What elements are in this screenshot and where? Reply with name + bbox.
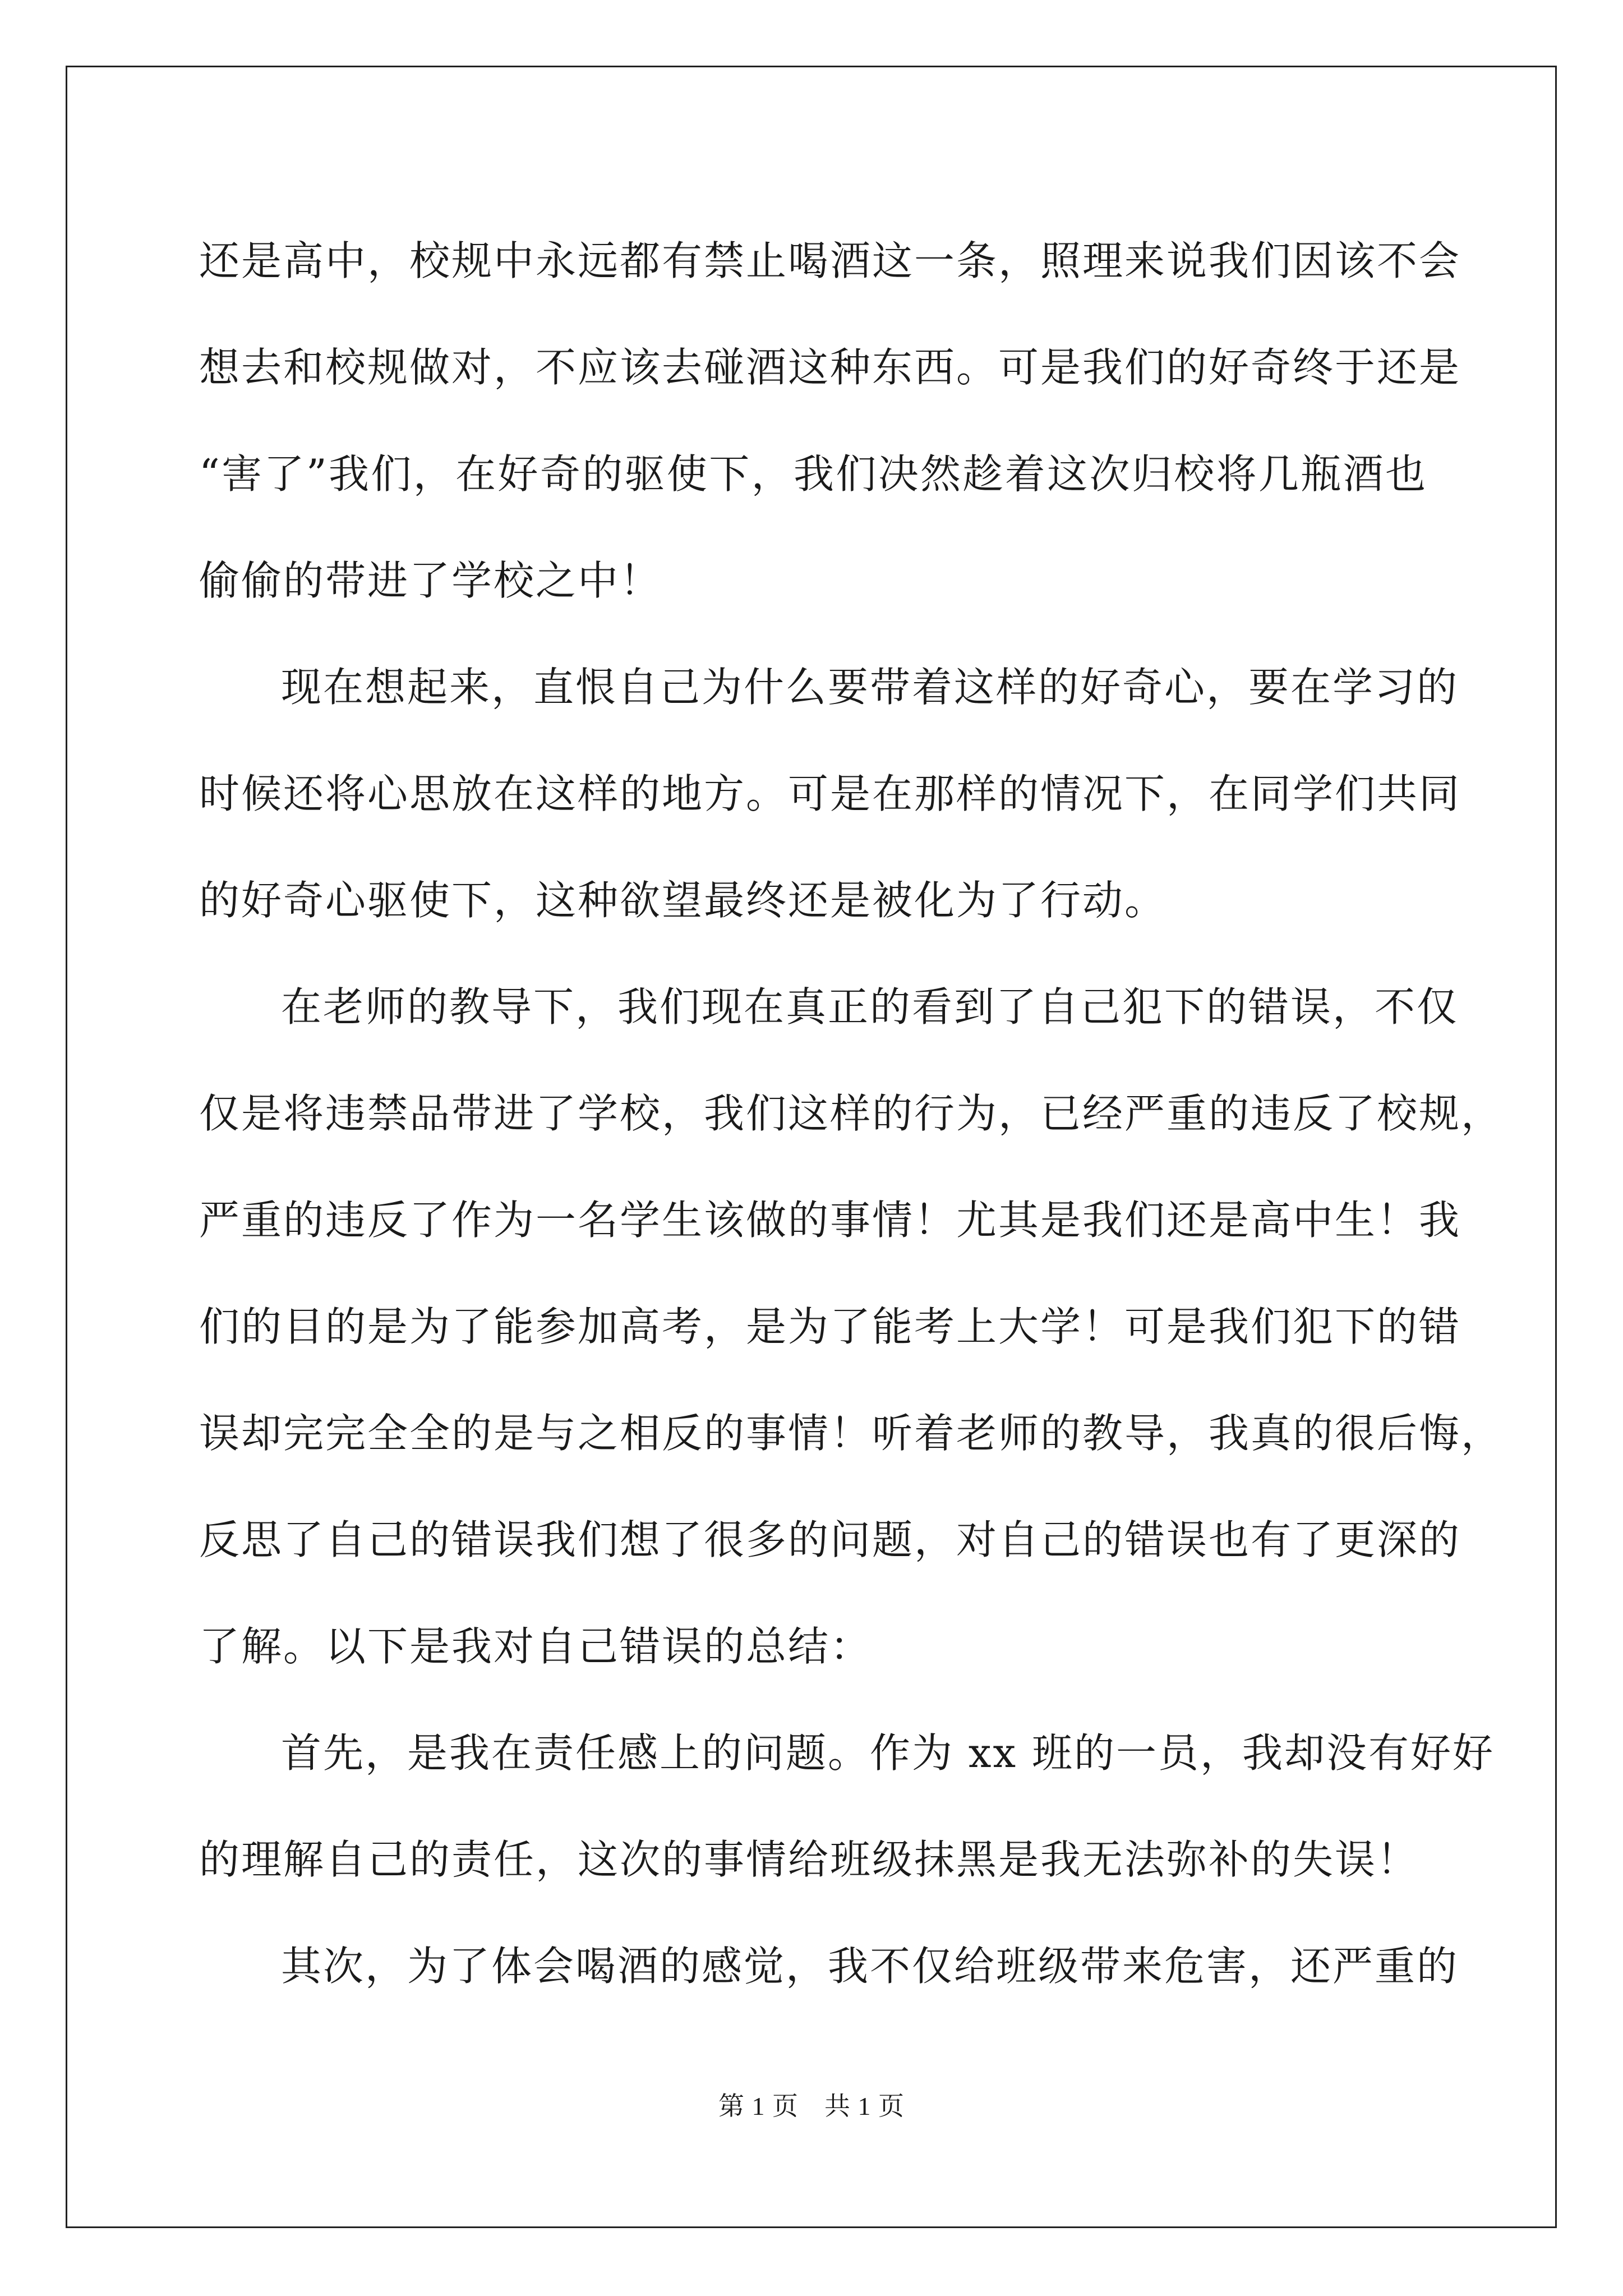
text-line: “害了”我们，在好奇的驱使下，我们决然趁着这次归校将几瓶酒也 [199,450,1427,498]
text-line: 偷偷的带进了学校之中！ [199,557,662,604]
text-line: 严重的违反了作为一名学生该做的事情！尤其是我们还是高中生！我 [199,1197,1461,1244]
text-line: 了解。以下是我对自己错误的总结： [199,1623,873,1670]
text-line: 反思了自己的错误我们想了很多的问题，对自己的错误也有了更深的 [199,1516,1461,1563]
page-total: 共 1 页 [824,2092,905,2120]
text-line: 时候还将心思放在这样的地方。可是在那样的情况下，在同学们共同 [199,770,1461,817]
paragraph-first-line: 其次，为了体会喝酒的感觉，我不仅给班级带来危害，还严重的 [281,1943,1459,1990]
document-body [199,208,1504,2019]
page-number: 第 1 页 [718,2092,799,2120]
text-line: 误却完完全全的是与之相反的事情！听着老师的教导，我真的很后悔， [199,1410,1504,1457]
text-line: 想去和校规做对，不应该去碰酒这种东西。可是我们的好奇终于还是 [199,344,1461,391]
paragraph-first-line: 现在想起来，直恨自己为什么要带着这样的好奇心，要在学习的 [281,664,1459,711]
paragraph-first-line: 首先，是我在责任感上的问题。作为 xx 班的一员，我却没有好好 [281,1729,1495,1777]
text-line: 们的目的是为了能参加高考，是为了能考上大学！可是我们犯下的错 [199,1303,1461,1350]
text-line: 还是高中，校规中永远都有禁止喝酒这一条，照理来说我们因该不会 [199,237,1461,284]
page-footer [0,2086,1623,2123]
text-line: 的理解自己的责任，这次的事情给班级抹黑是我无法弥补的失误！ [199,1836,1419,1883]
paragraph-first-line: 在老师的教导下，我们现在真正的看到了自己犯下的错误，不仅 [281,983,1459,1030]
text-line: 的好奇心驱使下，这种欲望最终还是被化为了行动。 [199,877,1167,924]
text-line: 仅是将违禁品带进了学校，我们这样的行为，已经严重的违反了校规， [199,1090,1504,1137]
